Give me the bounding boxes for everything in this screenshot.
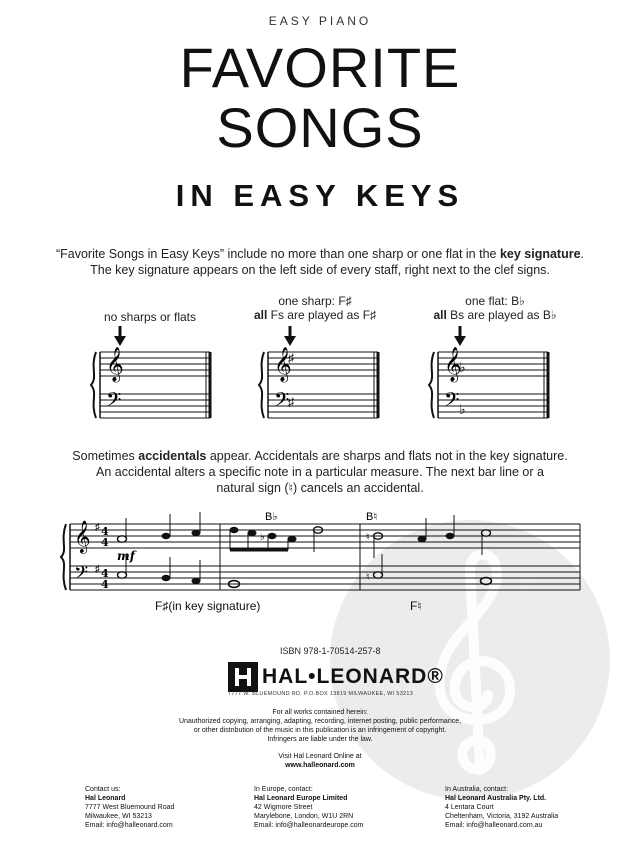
- email-link[interactable]: Email: info@halleonardeurope.com: [254, 822, 364, 829]
- svg-text:♯: ♯: [288, 395, 294, 409]
- contact-us: Contact us: Hal Leonard 7777 West Bluemound Road Milwaukee, WI 53213 Email: info@halleonard.com: [85, 786, 175, 829]
- svg-text:4: 4: [101, 536, 109, 549]
- svg-text:♭: ♭: [459, 359, 466, 375]
- note-label-b-flat: B♭: [265, 511, 278, 523]
- title-line-2: SONGS: [216, 96, 424, 159]
- svg-text:♮: ♮: [366, 572, 370, 583]
- isbn: ISBN 978-1-70514-257-8: [280, 646, 381, 656]
- note-label-b-natural: B♮: [366, 511, 378, 523]
- accidentals-music-example: [0, 500, 640, 605]
- series-label: EASY PIANO: [268, 14, 372, 28]
- accidentals-paragraph: Sometimes accidentals appear. Accidentals are sharps and flats not in the key signature. An accidental alters a specific note in a particular measure. The next bar line or a natural sign (♮) cancels an accidental.: [72, 449, 568, 495]
- dynamic-mark: mf: [117, 549, 135, 563]
- svg-text:♭: ♭: [459, 401, 466, 417]
- svg-text:♯: ♯: [288, 351, 294, 365]
- svg-text:♯: ♯: [95, 522, 100, 533]
- arrow-down-icon: [284, 326, 296, 346]
- publisher-address: 7777 W. BLUEMOUND RD. P.O.BOX 13819 MILWAUKEE, WI 53213: [228, 691, 414, 697]
- f-natural-label: F♮: [410, 599, 422, 613]
- watermark-text: alle-noten.de: [485, 574, 536, 648]
- contact-australia: In Australia, contact: Hal Leonard Australia Pty. Ltd. 4 Lentara Court Cheltenham, Victoria, 3192 Australia Email: info@halleonard.com.au: [445, 786, 559, 829]
- key-signature-note-label: F♯(in key signature): [155, 599, 261, 613]
- arrow-down-icon: [114, 326, 126, 346]
- contact-europe: In Europe, contact: Hal Leonard Europe Limited 42 Wigmore Street Marylebone, London, W1U 2RN Email: info@halleonardeurope.com: [254, 786, 364, 829]
- email-link[interactable]: Email: info@halleonard.com.au: [445, 822, 543, 829]
- svg-text:4: 4: [101, 525, 109, 538]
- svg-text:4: 4: [101, 567, 109, 580]
- title-line-1: FAVORITE: [179, 36, 461, 99]
- arrow-down-icon: [454, 326, 466, 346]
- hal-leonard-logo-icon: [228, 662, 258, 692]
- svg-text:𝄢: 𝄢: [74, 563, 89, 588]
- key-signature-examples: 𝄞 𝄢 ♯ ♯ ♭ ♭: [0, 322, 640, 422]
- website-link[interactable]: www.halleonard.com: [285, 762, 355, 769]
- example-label-none: no sharps or flats: [103, 310, 197, 324]
- legal-notice: For all works contained herein: Unauthorized copying, arranging, adapting, recording, internet posting, public performance, or other distribution of the music in this publication is an infringement of copyright. Infringers are liable under the law. Visit Hal Leonard Online at www.halleonard.com: [150, 708, 490, 770]
- title-line-3: IN EASY KEYS: [175, 178, 465, 213]
- svg-text:♯: ♯: [95, 564, 100, 575]
- svg-text:♮: ♮: [366, 532, 370, 543]
- logo-text: HAL•LEONARD®: [262, 665, 444, 688]
- svg-text:𝄞: 𝄞: [74, 520, 91, 553]
- svg-text:4: 4: [101, 578, 109, 591]
- svg-text:♭: ♭: [260, 532, 265, 543]
- email-link[interactable]: Email: info@halleonard.com: [85, 822, 173, 829]
- example-label-flat: one flat: B♭ all Bs are played as B♭: [433, 294, 557, 322]
- intro-paragraph: “Favorite Songs in Easy Keys” include no more than one sharp or one flat in the key signature. The key signature appears on the left side of every staff, right next to the clef signs.: [55, 247, 585, 277]
- example-label-sharp: one sharp: F♯ all Fs are played as F♯: [253, 294, 377, 322]
